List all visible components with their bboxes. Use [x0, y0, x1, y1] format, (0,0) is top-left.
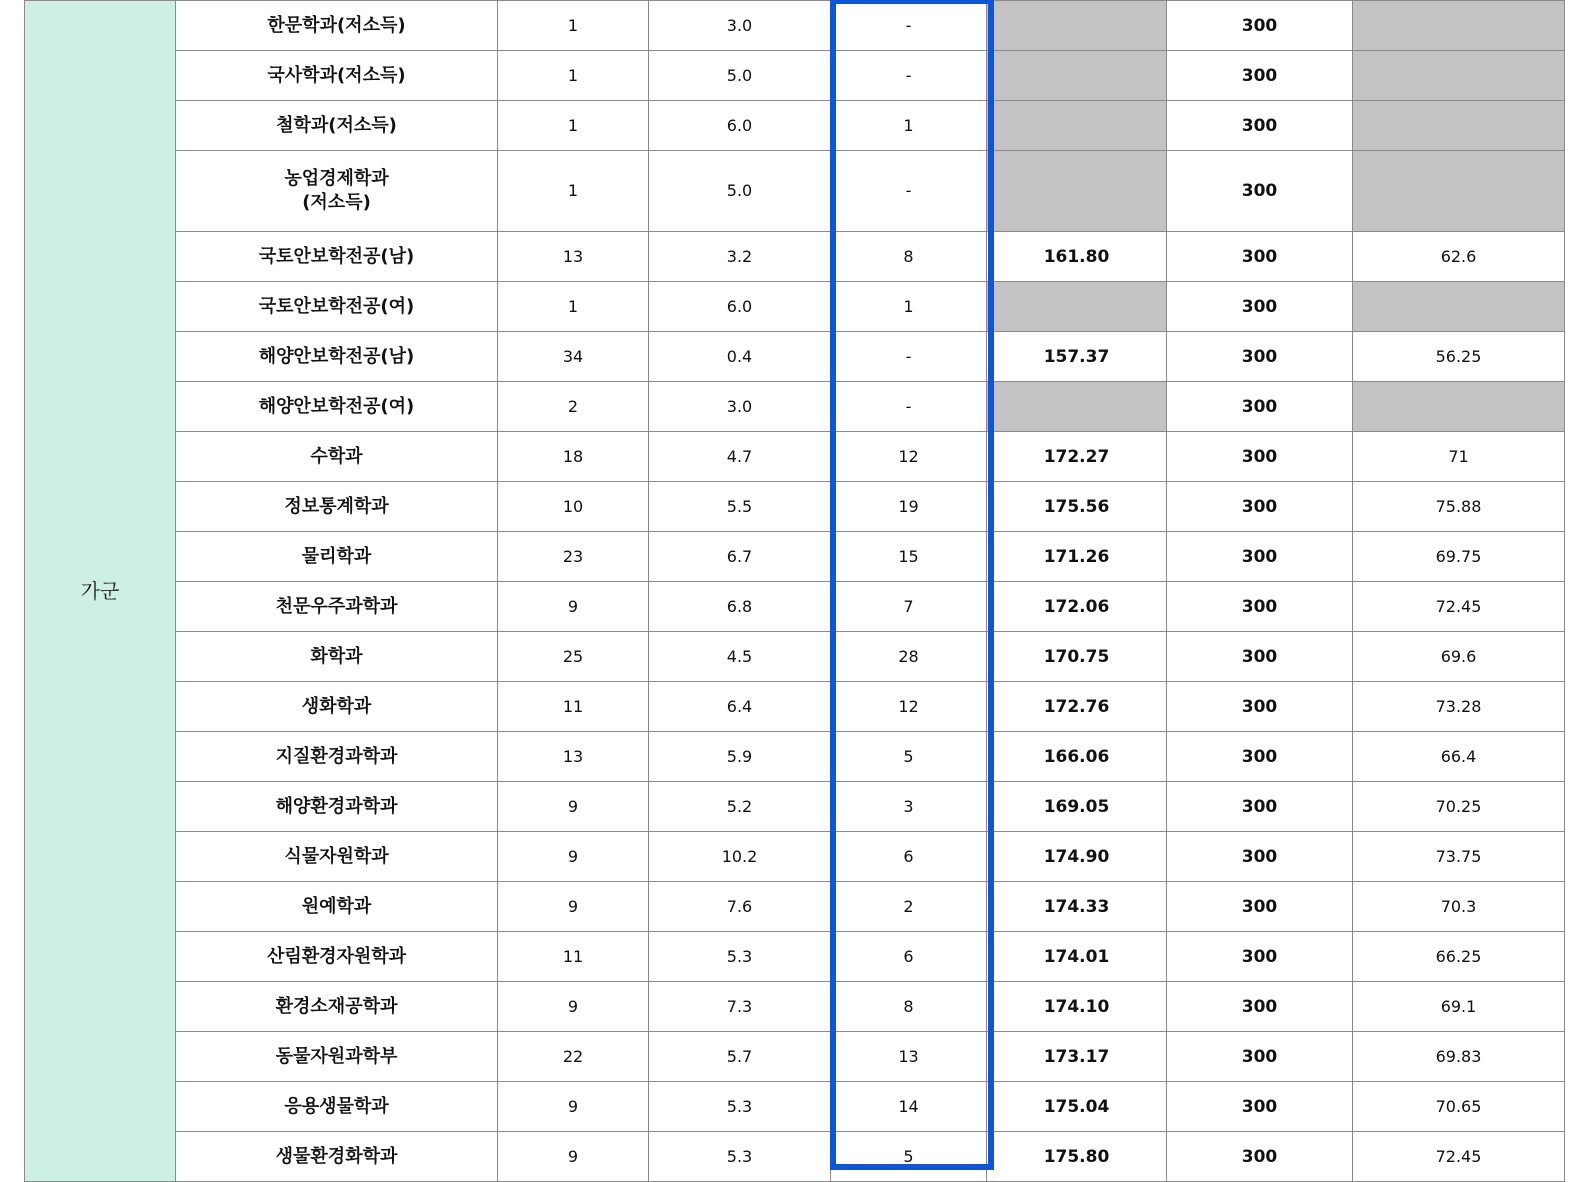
cell-c6: [1353, 51, 1565, 101]
cell-c4: 157.37: [987, 332, 1167, 382]
cell-c2: 5.0: [649, 51, 831, 101]
department-name: 한문학과(저소득): [176, 1, 498, 51]
cell-c3: -: [831, 51, 987, 101]
cell-c5: 300: [1167, 782, 1353, 832]
cell-c1: 23: [498, 532, 649, 582]
cell-c3: 6: [831, 932, 987, 982]
cell-c2: 4.5: [649, 632, 831, 682]
table-row: [25, 1, 1565, 51]
department-name: 산림환경자원학과: [176, 932, 498, 982]
cell-c1: 10: [498, 482, 649, 532]
cell-c1: 9: [498, 882, 649, 932]
department-name: 물리학과: [176, 532, 498, 582]
cell-c4: 161.80: [987, 232, 1167, 282]
cell-c3: 2: [831, 882, 987, 932]
cell-c5: 300: [1167, 151, 1353, 232]
cell-c3: 8: [831, 232, 987, 282]
cell-c3: 15: [831, 532, 987, 582]
cell-c2: 6.7: [649, 532, 831, 582]
cell-c2: 5.3: [649, 932, 831, 982]
cell-c1: 34: [498, 332, 649, 382]
cell-c4: [987, 151, 1167, 232]
department-name: 농업경제학과 (저소득): [176, 151, 498, 232]
cell-c6: 69.6: [1353, 632, 1565, 682]
cell-c2: 3.2: [649, 232, 831, 282]
cell-c3: 5: [831, 1132, 987, 1182]
cell-c1: 1: [498, 282, 649, 332]
cell-c2: 5.5: [649, 482, 831, 532]
cell-c4: 174.90: [987, 832, 1167, 882]
cell-c6: 56.25: [1353, 332, 1565, 382]
cell-c5: 300: [1167, 732, 1353, 782]
cell-c3: 19: [831, 482, 987, 532]
cell-c3: 3: [831, 782, 987, 832]
cell-c1: 2: [498, 382, 649, 432]
department-name: 수학과: [176, 432, 498, 482]
cell-c1: 9: [498, 1132, 649, 1182]
table-row: [25, 51, 1565, 101]
department-name: 원예학과: [176, 882, 498, 932]
table-row: [25, 1082, 1565, 1132]
table-row: [25, 582, 1565, 632]
cell-c3: -: [831, 151, 987, 232]
cell-c2: 5.3: [649, 1082, 831, 1132]
cell-c1: 1: [498, 51, 649, 101]
cell-c6: 73.75: [1353, 832, 1565, 882]
cell-c2: 5.3: [649, 1132, 831, 1182]
department-name: 해양안보학전공(여): [176, 382, 498, 432]
cell-c4: 166.06: [987, 732, 1167, 782]
department-name: 생물환경화학과: [176, 1132, 498, 1182]
department-name: 국사학과(저소득): [176, 51, 498, 101]
cell-c4: 169.05: [987, 782, 1167, 832]
cell-c6: 72.45: [1353, 582, 1565, 632]
cell-c5: 300: [1167, 1132, 1353, 1182]
table-row: [25, 832, 1565, 882]
cell-c1: 22: [498, 1032, 649, 1082]
cell-c2: 7.3: [649, 982, 831, 1032]
cell-c1: 9: [498, 1082, 649, 1132]
cell-c4: 174.10: [987, 982, 1167, 1032]
cell-c3: 5: [831, 732, 987, 782]
table-body: [25, 1, 1565, 1182]
cell-c5: 300: [1167, 982, 1353, 1032]
cell-c6: 75.88: [1353, 482, 1565, 532]
cell-c2: 6.8: [649, 582, 831, 632]
cell-c2: 6.0: [649, 101, 831, 151]
cell-c4: 172.27: [987, 432, 1167, 482]
cell-c3: 7: [831, 582, 987, 632]
cell-c6: [1353, 282, 1565, 332]
cell-c4: 172.76: [987, 682, 1167, 732]
department-name: 국토안보학전공(남): [176, 232, 498, 282]
cell-c6: 62.6: [1353, 232, 1565, 282]
cell-c4: 172.06: [987, 582, 1167, 632]
cell-c5: 300: [1167, 432, 1353, 482]
cell-c6: 73.28: [1353, 682, 1565, 732]
cell-c6: 66.25: [1353, 932, 1565, 982]
cell-c5: 300: [1167, 1082, 1353, 1132]
cell-c6: 70.65: [1353, 1082, 1565, 1132]
table-row: [25, 432, 1565, 482]
cell-c2: 5.9: [649, 732, 831, 782]
cell-c4: [987, 51, 1167, 101]
cell-c3: 13: [831, 1032, 987, 1082]
cell-c5: 300: [1167, 1, 1353, 51]
cell-c1: 13: [498, 232, 649, 282]
department-name: 해양안보학전공(남): [176, 332, 498, 382]
table-row: [25, 382, 1565, 432]
admission-results-table: [24, 0, 1565, 1182]
cell-c3: 12: [831, 682, 987, 732]
cell-c3: 6: [831, 832, 987, 882]
cell-c5: 300: [1167, 1032, 1353, 1082]
table-row: [25, 1032, 1565, 1082]
cell-c1: 9: [498, 982, 649, 1032]
cell-c3: 12: [831, 432, 987, 482]
cell-c5: 300: [1167, 682, 1353, 732]
cell-c4: 175.80: [987, 1132, 1167, 1182]
department-name: 해양환경과학과: [176, 782, 498, 832]
cell-c4: [987, 382, 1167, 432]
cell-c2: 6.0: [649, 282, 831, 332]
cell-c5: 300: [1167, 582, 1353, 632]
table-row: [25, 101, 1565, 151]
cell-c3: 1: [831, 101, 987, 151]
table-row: [25, 782, 1565, 832]
cell-c5: 300: [1167, 532, 1353, 582]
department-name: 국토안보학전공(여): [176, 282, 498, 332]
cell-c5: 300: [1167, 51, 1353, 101]
table-row: [25, 151, 1565, 232]
cell-c2: 5.7: [649, 1032, 831, 1082]
cell-c5: 300: [1167, 832, 1353, 882]
cell-c6: 69.83: [1353, 1032, 1565, 1082]
cell-c4: 174.33: [987, 882, 1167, 932]
department-name: 정보통계학과: [176, 482, 498, 532]
table-row: [25, 682, 1565, 732]
department-name: 철학과(저소득): [176, 101, 498, 151]
table-row: [25, 632, 1565, 682]
cell-c6: [1353, 101, 1565, 151]
cell-c5: 300: [1167, 932, 1353, 982]
cell-c4: 170.75: [987, 632, 1167, 682]
cell-c4: [987, 101, 1167, 151]
cell-c1: 11: [498, 932, 649, 982]
cell-c6: 70.3: [1353, 882, 1565, 932]
cell-c2: 5.0: [649, 151, 831, 232]
table-row: [25, 332, 1565, 382]
department-name: 동물자원과학부: [176, 1032, 498, 1082]
cell-c2: 3.0: [649, 382, 831, 432]
cell-c4: 175.04: [987, 1082, 1167, 1132]
cell-c1: 13: [498, 732, 649, 782]
cell-c1: 9: [498, 782, 649, 832]
cell-c2: 4.7: [649, 432, 831, 482]
cell-c6: 72.45: [1353, 1132, 1565, 1182]
department-name: 생화학과: [176, 682, 498, 732]
cell-c5: 300: [1167, 382, 1353, 432]
cell-c6: [1353, 1, 1565, 51]
cell-c6: 71: [1353, 432, 1565, 482]
cell-c5: 300: [1167, 882, 1353, 932]
cell-c6: 69.1: [1353, 982, 1565, 1032]
table-row: [25, 1132, 1565, 1182]
cell-c1: 25: [498, 632, 649, 682]
cell-c5: 300: [1167, 632, 1353, 682]
cell-c5: 300: [1167, 232, 1353, 282]
table-row: [25, 282, 1565, 332]
cell-c5: 300: [1167, 101, 1353, 151]
cell-c1: 1: [498, 151, 649, 232]
cell-c1: 9: [498, 832, 649, 882]
cell-c4: [987, 282, 1167, 332]
cell-c2: 0.4: [649, 332, 831, 382]
cell-c6: 70.25: [1353, 782, 1565, 832]
cell-c1: 11: [498, 682, 649, 732]
cell-c6: [1353, 382, 1565, 432]
cell-c1: 1: [498, 101, 649, 151]
cell-c2: 7.6: [649, 882, 831, 932]
department-name: 식물자원학과: [176, 832, 498, 882]
cell-c6: [1353, 151, 1565, 232]
department-name: 천문우주과학과: [176, 582, 498, 632]
table-row: [25, 932, 1565, 982]
department-name: 환경소재공학과: [176, 982, 498, 1032]
cell-c3: 28: [831, 632, 987, 682]
cell-c4: 173.17: [987, 1032, 1167, 1082]
cell-c4: 175.56: [987, 482, 1167, 532]
cell-c3: -: [831, 332, 987, 382]
group-cell: 가군: [25, 1, 176, 1182]
cell-c5: 300: [1167, 282, 1353, 332]
cell-c6: 66.4: [1353, 732, 1565, 782]
cell-c3: -: [831, 382, 987, 432]
cell-c1: 18: [498, 432, 649, 482]
table-row: [25, 482, 1565, 532]
cell-c5: 300: [1167, 482, 1353, 532]
cell-c4: 174.01: [987, 932, 1167, 982]
department-name: 응용생물학과: [176, 1082, 498, 1132]
cell-c4: [987, 1, 1167, 51]
cell-c2: 3.0: [649, 1, 831, 51]
table-row: [25, 532, 1565, 582]
cell-c2: 5.2: [649, 782, 831, 832]
cell-c3: 1: [831, 282, 987, 332]
cell-c2: 10.2: [649, 832, 831, 882]
cell-c1: 9: [498, 582, 649, 632]
table-row: [25, 882, 1565, 932]
table-row: [25, 982, 1565, 1032]
cell-c3: -: [831, 1, 987, 51]
cell-c1: 1: [498, 1, 649, 51]
cell-c4: 171.26: [987, 532, 1167, 582]
cell-c2: 6.4: [649, 682, 831, 732]
department-name: 화학과: [176, 632, 498, 682]
cell-c6: 69.75: [1353, 532, 1565, 582]
table-row: [25, 232, 1565, 282]
cell-c3: 14: [831, 1082, 987, 1132]
table-row: [25, 732, 1565, 782]
department-name: 지질환경과학과: [176, 732, 498, 782]
cell-c3: 8: [831, 982, 987, 1032]
cell-c5: 300: [1167, 332, 1353, 382]
